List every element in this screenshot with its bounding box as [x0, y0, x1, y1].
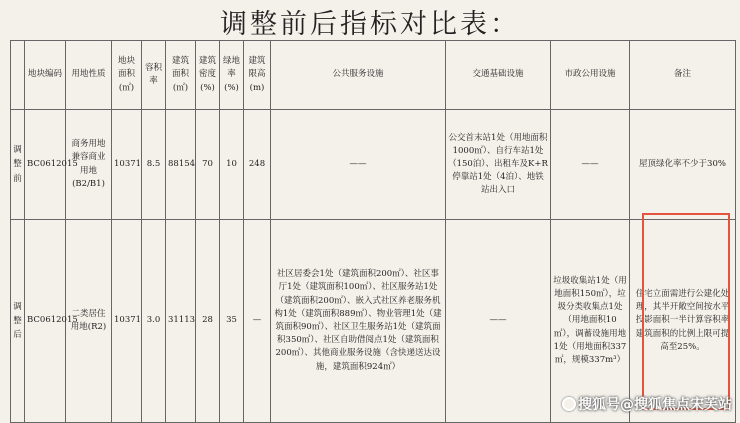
- transport-cell: 公交首末站1处（用地面积1000㎡）、自行车站1处（150泊）、出租车及K+R停靠站1处（4泊）、地铁站出入口: [446, 110, 551, 220]
- far-cell: 8.5: [142, 110, 166, 220]
- header-remarks: 备注: [630, 41, 736, 110]
- public-cell: 社区居委会1处（建筑面积200㎡）、社区事厅1处（建筑面积100㎡）、社区服务站1处（建筑面积200㎡）、嵌入式社区养老服务机构1处（建筑面积889㎡）、物业管理1处（建筑面积90㎡）、社区卫生服务站1处（建筑面积350㎡）、社区自助借阅点1处（建筑面积200㎡）、其他商业服务设施（含快递送达设施，建筑面积924㎡）: [271, 220, 446, 423]
- header-transport: 交通基础设施: [446, 41, 551, 110]
- land-use-cell: 商务用地兼容商业用地(B2/B1): [66, 110, 112, 220]
- header-far: 容积率: [142, 41, 166, 110]
- green-cell: 35: [220, 220, 244, 423]
- highlight-box: [642, 213, 730, 410]
- municipal-cell: ——: [551, 110, 630, 220]
- sohu-logo-icon: [562, 397, 576, 411]
- header-land-use: 用地性质: [66, 41, 112, 110]
- header-green: 绿地率(%): [220, 41, 244, 110]
- watermark: [562, 394, 732, 414]
- header-public: 公共服务设施: [271, 41, 446, 110]
- plot-no-cell: BC0612015: [25, 220, 66, 423]
- header-density: 建筑密度(%): [196, 41, 220, 110]
- density-cell: 28: [196, 220, 220, 423]
- far-cell: 3.0: [142, 220, 166, 423]
- height-cell: 248: [244, 110, 271, 220]
- density-cell: 70: [196, 110, 220, 220]
- remarks-cell: 住宅立面需进行公建化处理，其半开敞空间按水平投影面积一半计算容积率建筑面积的比例上限可提高至25%。: [630, 220, 736, 423]
- public-cell: ——: [271, 110, 446, 220]
- header-period: [11, 41, 25, 110]
- table-row-before: [11, 110, 736, 220]
- plot-no-cell: BC0612015: [25, 110, 66, 220]
- period-cell: 调整前: [11, 110, 25, 220]
- transport-cell: ——: [446, 220, 551, 423]
- green-cell: 10: [220, 110, 244, 220]
- gfa-cell: 31113: [166, 220, 196, 423]
- gfa-cell: 88154: [166, 110, 196, 220]
- remarks-cell: 屋顶绿化率不少于30%: [630, 110, 736, 220]
- header-plot-area: 地块面积(㎡): [112, 41, 142, 110]
- header-height: 建筑限高(m): [244, 41, 271, 110]
- comparison-table: [10, 40, 736, 423]
- plot-area-cell: 10371: [112, 220, 142, 423]
- plot-area-cell: 10371: [112, 110, 142, 220]
- height-cell: —: [244, 220, 271, 423]
- header-row: [11, 41, 736, 110]
- page-title: 调整前后指标对比表：: [220, 9, 520, 40]
- header-gfa: 建筑面积(㎡): [166, 41, 196, 110]
- period-cell: 调整后: [11, 220, 25, 423]
- header-plot-no: 地块编码: [25, 41, 66, 110]
- land-use-cell: 二类居住用地(R2): [66, 220, 112, 423]
- watermark-text: 搜狐号@搜狐焦点宋芙站: [578, 397, 732, 413]
- header-municipal: 市政公用设施: [551, 41, 630, 110]
- municipal-cell: 垃圾收集站1处（用地面积150㎡），垃圾分类收集点1处（用地面积10㎡），调蓄设施用地1处（用地面积337㎡，规模337m³）: [551, 220, 630, 423]
- table-row-after: [11, 220, 736, 423]
